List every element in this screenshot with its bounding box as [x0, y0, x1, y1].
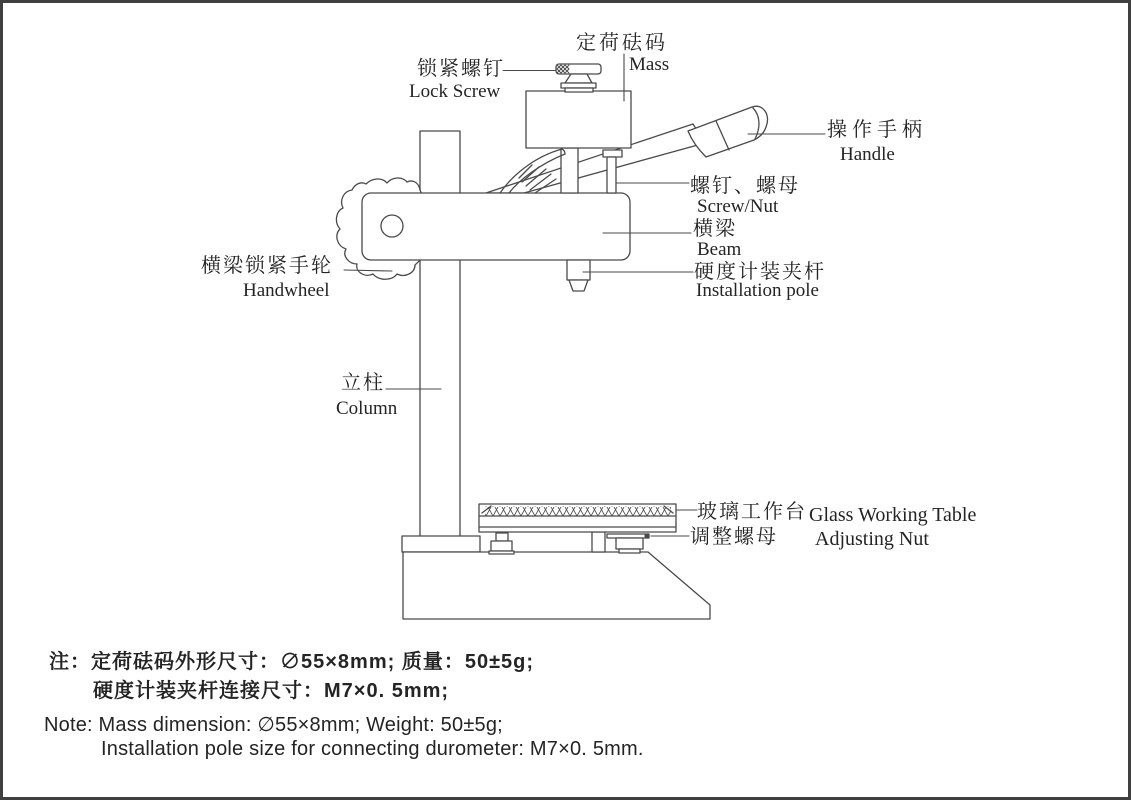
- column-foot-shape: [402, 536, 480, 552]
- note-zh-line1: 注：定荷砝码外形尺寸：∅55×8mm; 质量：50±5g;: [49, 651, 535, 673]
- base-shape: [403, 552, 710, 619]
- label-lock-screw-zh: 锁紧螺钉: [417, 58, 505, 80]
- label-installation-pole-zh: 硬度计装夹杆: [694, 261, 826, 283]
- label-handwheel-en: Handwheel: [243, 280, 330, 301]
- screw-shaft-shape: [607, 157, 616, 193]
- note-en-line1: Note: Mass dimension: ∅55×8mm; Weight: 50±5g;: [44, 714, 503, 736]
- label-column-zh: 立柱: [341, 372, 385, 394]
- handle-grip-shape: [688, 106, 768, 157]
- label-screw-nut-en: Screw/Nut: [697, 196, 779, 217]
- label-handle-zh: 操作手柄: [827, 119, 927, 141]
- label-glass-table-zh: 玻璃工作台: [697, 501, 807, 523]
- label-screw-nut-zh: 螺钉、螺母: [690, 175, 800, 197]
- label-handwheel-zh: 横梁锁紧手轮: [201, 255, 333, 277]
- label-installation-pole-en: Installation pole: [696, 280, 819, 301]
- label-beam-zh: 横梁: [693, 218, 737, 240]
- label-glass-table-en: Glass Working Table: [809, 504, 977, 526]
- adjusting-nut-shape: [607, 533, 650, 553]
- label-column-en: Column: [336, 398, 398, 419]
- label-lock-screw-en: Lock Screw: [409, 81, 501, 102]
- glass-table-shape: [479, 504, 676, 554]
- column-shape: [420, 131, 460, 538]
- label-mass-zh: 定荷砝码: [576, 32, 668, 54]
- mass-shape: [526, 91, 631, 148]
- label-glass-table: [697, 502, 976, 525]
- beam-hole: [381, 215, 403, 237]
- note-zh-line2: 硬度计装夹杆连接尺寸：M7×0. 5mm;: [93, 680, 450, 702]
- lock-screw-shape: [556, 64, 601, 92]
- label-beam-en: Beam: [697, 239, 742, 260]
- label-mass-en: Mass: [629, 54, 670, 75]
- screw-head-shape: [603, 150, 622, 157]
- label-adjusting-nut-zh: 调整螺母: [690, 526, 778, 548]
- installation-pole-shape: [567, 260, 590, 291]
- label-handle-en: Handle: [840, 144, 895, 165]
- note-en-line2: Installation pole size for connecting durometer: M7×0. 5mm.: [101, 738, 644, 760]
- label-adjusting-nut-en: Adjusting Nut: [815, 528, 929, 550]
